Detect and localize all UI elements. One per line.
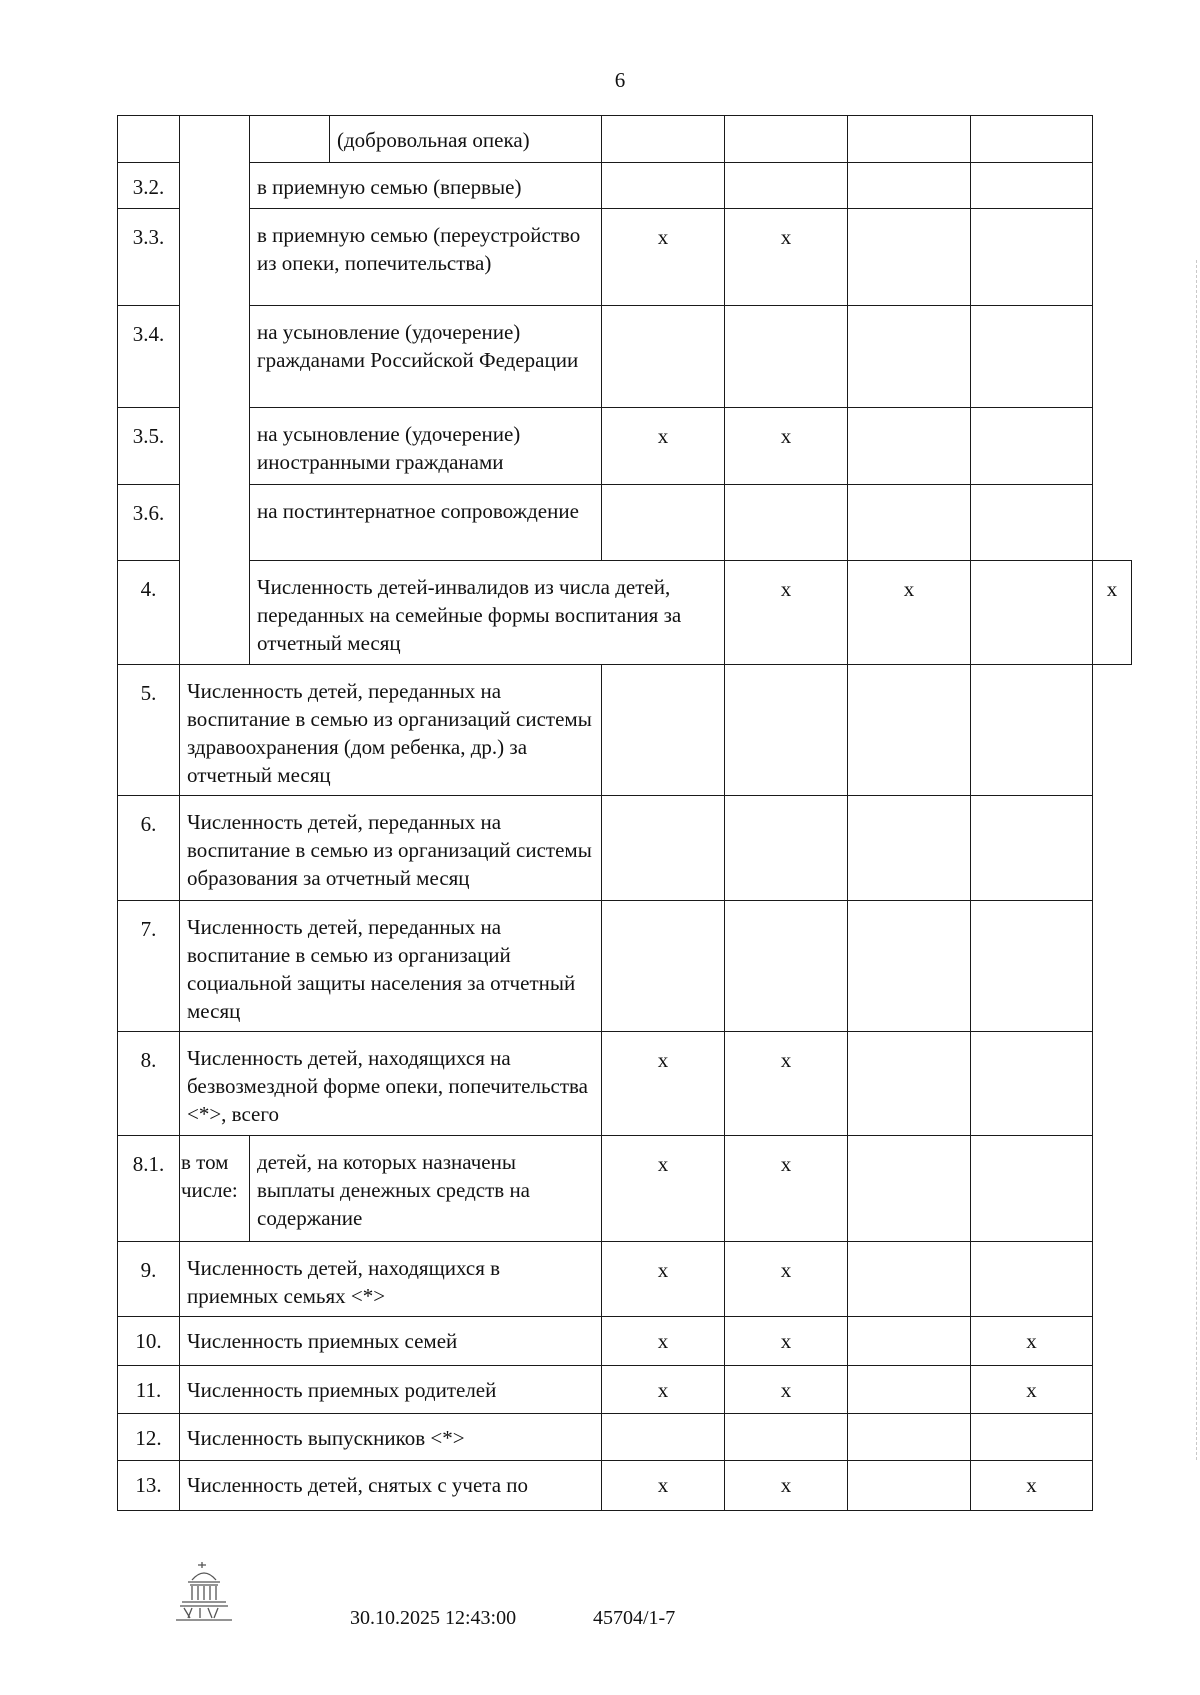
mark-x: x [725,1032,848,1136]
mark-x: x [1093,561,1132,665]
row-number: 9. [118,1242,180,1317]
mark-x: x [602,1461,725,1511]
row-number: 12. [118,1414,180,1461]
row-text: Численность детей, находящихся в приемных семьях <*> [180,1242,602,1317]
scan-edge-line [1196,260,1198,1460]
report-table [117,115,1132,1511]
row-number: 4. [118,561,180,665]
row-text: Численность детей, снятых с учета по [180,1461,602,1511]
mark-x: x [725,1136,848,1242]
table-row [118,116,1132,163]
sub-label: в том числе: [180,1136,250,1242]
row-text: Численность приемных родителей [180,1366,602,1414]
table-row [118,901,1132,1032]
row-number: 3.6. [118,485,180,561]
footer-datetime: 30.10.2025 12:43:00 [350,1607,517,1629]
row-number: 13. [118,1461,180,1511]
row-number: 3.2. [118,163,180,209]
row-number: 8.1. [118,1136,180,1242]
table-row [118,408,1132,485]
mark-x: x [725,1317,848,1366]
mark-x: x [602,1242,725,1317]
row-number: 8. [118,1032,180,1136]
mark-x: x [725,408,848,485]
group-bracket-cell [180,116,250,665]
mark-x: x [602,408,725,485]
table-row [118,665,1132,796]
row-number: 7. [118,901,180,1032]
mark-x: x [602,1136,725,1242]
table-row [118,1136,1132,1242]
table-row [118,1366,1132,1414]
mark-x: x [725,1461,848,1511]
row-text: Численность детей, переданных на воспитание в семью из организаций системы образования за отчетный месяц [180,796,602,901]
row-text: в приемную семью (впервые) [250,163,602,209]
row-number: 10. [118,1317,180,1366]
table-row [118,1242,1132,1317]
mark-x: x [848,561,971,665]
mark-x: x [602,1032,725,1136]
row-text: Численность детей, переданных на воспитание в семью из организаций социальной защиты населения за отчетный месяц [180,901,602,1032]
row-number: 3.5. [118,408,180,485]
row-number: 3.3. [118,209,180,306]
row-text: Численность приемных семей [180,1317,602,1366]
table-row [118,1317,1132,1366]
row-text: (добровольная опека) [330,116,602,163]
mark-x: x [602,1366,725,1414]
row-text: Численность детей-инвалидов из числа детей, переданных на семейные формы воспитания за отчетный месяц [250,561,725,665]
table-row [118,163,1132,209]
row-text: Численность детей, находящихся на безвозмездной форме опеки, попечительства <*>, всего [180,1032,602,1136]
row-text: Численность выпускников <*> [180,1414,602,1461]
row-number: 5. [118,665,180,796]
mark-x: x [725,1366,848,1414]
row-text: на усыновление (удочерение) иностранными гражданами [250,408,602,485]
table-row [118,306,1132,408]
page-number: 6 [614,68,626,92]
table-row [118,485,1132,561]
mark-x: x [971,1366,1093,1414]
row-text: детей, на которых назначены выплаты денежных средств на содержание [250,1136,602,1242]
mark-x: x [602,209,725,306]
mark-x: x [971,1317,1093,1366]
mark-x: x [725,1242,848,1317]
table-row [118,1461,1132,1511]
mark-x: x [725,561,848,665]
row-text: Численность детей, переданных на воспитание в семью из организаций системы здравоохранения (дом ребенка, др.) за отчетный месяц [180,665,602,796]
table-row [118,209,1132,306]
table-row [118,561,1132,665]
mark-x: x [971,1461,1093,1511]
row-text: в приемную семью (переустройство из опеки, попечительства) [250,209,602,306]
row-number: 3.4. [118,306,180,408]
seal-icon [172,1558,236,1624]
footer-reference: 45704/1-7 [593,1607,676,1629]
mark-x: x [725,209,848,306]
table-row [118,796,1132,901]
row-number: 6. [118,796,180,901]
mark-x: x [602,1317,725,1366]
table-row [118,1032,1132,1136]
row-text: на усыновление (удочерение) гражданами Российской Федерации [250,306,602,408]
row-number: 11. [118,1366,180,1414]
row-text: на постинтернатное сопровождение [250,485,602,561]
table-row [118,1414,1132,1461]
